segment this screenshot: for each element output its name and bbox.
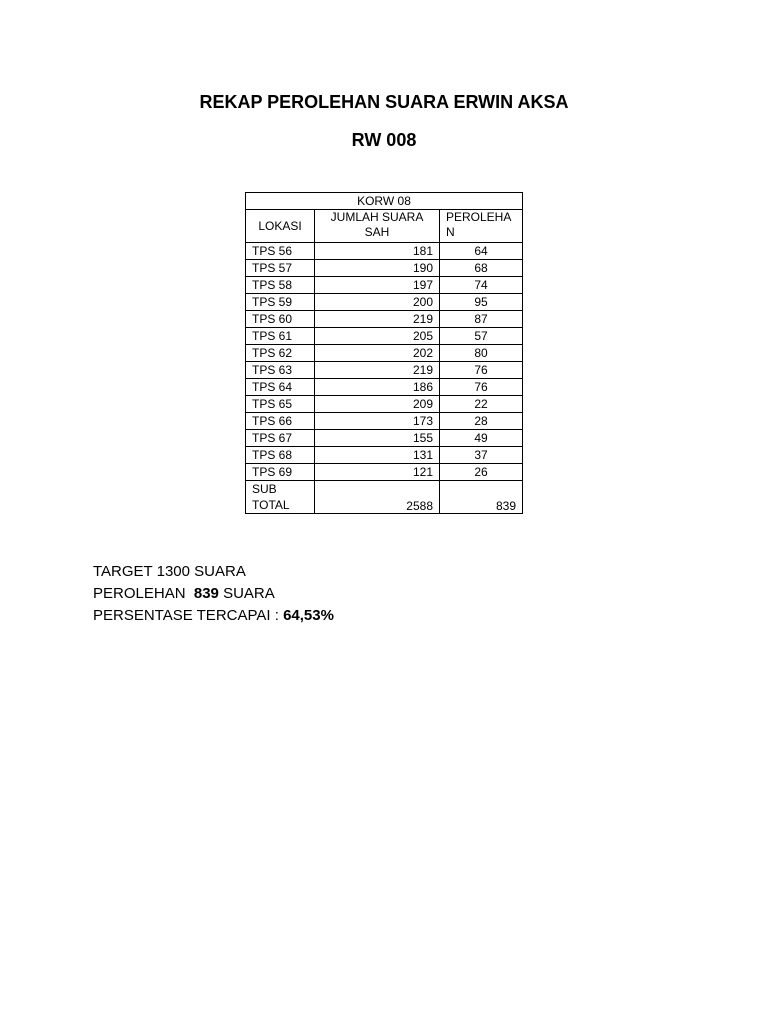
table-row xyxy=(246,277,523,294)
summary-persentase-prefix: PERSENTASE TERCAPAI : xyxy=(93,607,279,624)
cell-lokasi: TPS 60 xyxy=(246,311,315,328)
cell-lokasi: TPS 63 xyxy=(246,362,315,379)
subtotal-jumlah: 2588 xyxy=(315,481,440,514)
cell-perolehan: 26 xyxy=(440,464,523,481)
cell-lokasi: TPS 69 xyxy=(246,464,315,481)
summary-target xyxy=(93,563,246,581)
cell-jumlah: 219 xyxy=(315,311,440,328)
cell-perolehan: 37 xyxy=(440,447,523,464)
cell-jumlah: 190 xyxy=(315,260,440,277)
summary-perolehan-value: 839 xyxy=(193,585,219,602)
document-title: REKAP PEROLEHAN SUARA ERWIN AKSA xyxy=(199,92,569,112)
table-row xyxy=(246,464,523,481)
column-header-jumlah: JUMLAH SUARA SAH xyxy=(315,210,440,243)
summary-persentase-value: 64,53% xyxy=(283,607,334,624)
cell-jumlah: 131 xyxy=(315,447,440,464)
cell-perolehan: 80 xyxy=(440,345,523,362)
summary-perolehan-prefix: PEROLEHAN xyxy=(93,585,186,602)
recap-table-body xyxy=(246,193,523,514)
cell-lokasi: TPS 66 xyxy=(246,413,315,430)
cell-jumlah: 121 xyxy=(315,464,440,481)
column-header-row xyxy=(246,210,523,243)
cell-lokasi: TPS 67 xyxy=(246,430,315,447)
table-row xyxy=(246,379,523,396)
cell-perolehan: 57 xyxy=(440,328,523,345)
cell-jumlah: 202 xyxy=(315,345,440,362)
cell-lokasi: TPS 64 xyxy=(246,379,315,396)
table-row xyxy=(246,362,523,379)
cell-perolehan: 22 xyxy=(440,396,523,413)
cell-perolehan: 76 xyxy=(440,379,523,396)
column-header-lokasi: LOKASI xyxy=(246,210,315,243)
summary-perolehan-suffix: SUARA xyxy=(223,585,275,602)
cell-jumlah: 209 xyxy=(315,396,440,413)
cell-lokasi: TPS 56 xyxy=(246,243,315,260)
cell-jumlah: 186 xyxy=(315,379,440,396)
group-header-row xyxy=(246,193,523,210)
table-row xyxy=(246,294,523,311)
summary-perolehan xyxy=(93,585,275,603)
cell-jumlah: 205 xyxy=(315,328,440,345)
table-row xyxy=(246,345,523,362)
summary-target-text: TARGET 1300 SUARA xyxy=(93,563,246,580)
cell-jumlah: 173 xyxy=(315,413,440,430)
cell-jumlah: 200 xyxy=(315,294,440,311)
cell-jumlah: 219 xyxy=(315,362,440,379)
group-header-korw: KORW 08 xyxy=(246,193,523,210)
recap-table xyxy=(245,192,523,514)
table-row xyxy=(246,413,523,430)
cell-lokasi: TPS 68 xyxy=(246,447,315,464)
table-row xyxy=(246,311,523,328)
cell-lokasi: TPS 59 xyxy=(246,294,315,311)
cell-lokasi: TPS 62 xyxy=(246,345,315,362)
cell-jumlah: 197 xyxy=(315,277,440,294)
cell-lokasi: TPS 57 xyxy=(246,260,315,277)
cell-perolehan: 74 xyxy=(440,277,523,294)
table-row xyxy=(246,328,523,345)
table-row xyxy=(246,243,523,260)
cell-jumlah: 181 xyxy=(315,243,440,260)
cell-perolehan: 64 xyxy=(440,243,523,260)
summary-persentase xyxy=(93,607,334,625)
column-header-perolehan: PEROLEHAN xyxy=(440,210,523,243)
cell-lokasi: TPS 61 xyxy=(246,328,315,345)
table-row xyxy=(246,447,523,464)
table-row xyxy=(246,260,523,277)
table-row xyxy=(246,430,523,447)
cell-lokasi: TPS 58 xyxy=(246,277,315,294)
subtotal-perolehan: 839 xyxy=(440,481,523,514)
subtotal-label: SUB TOTAL xyxy=(246,481,315,514)
cell-jumlah: 155 xyxy=(315,430,440,447)
cell-perolehan: 49 xyxy=(440,430,523,447)
subtotal-row xyxy=(246,481,523,514)
document-subtitle: RW 008 xyxy=(351,130,417,150)
cell-perolehan: 28 xyxy=(440,413,523,430)
cell-perolehan: 76 xyxy=(440,362,523,379)
cell-perolehan: 87 xyxy=(440,311,523,328)
cell-perolehan: 68 xyxy=(440,260,523,277)
cell-lokasi: TPS 65 xyxy=(246,396,315,413)
table-row xyxy=(246,396,523,413)
cell-perolehan: 95 xyxy=(440,294,523,311)
